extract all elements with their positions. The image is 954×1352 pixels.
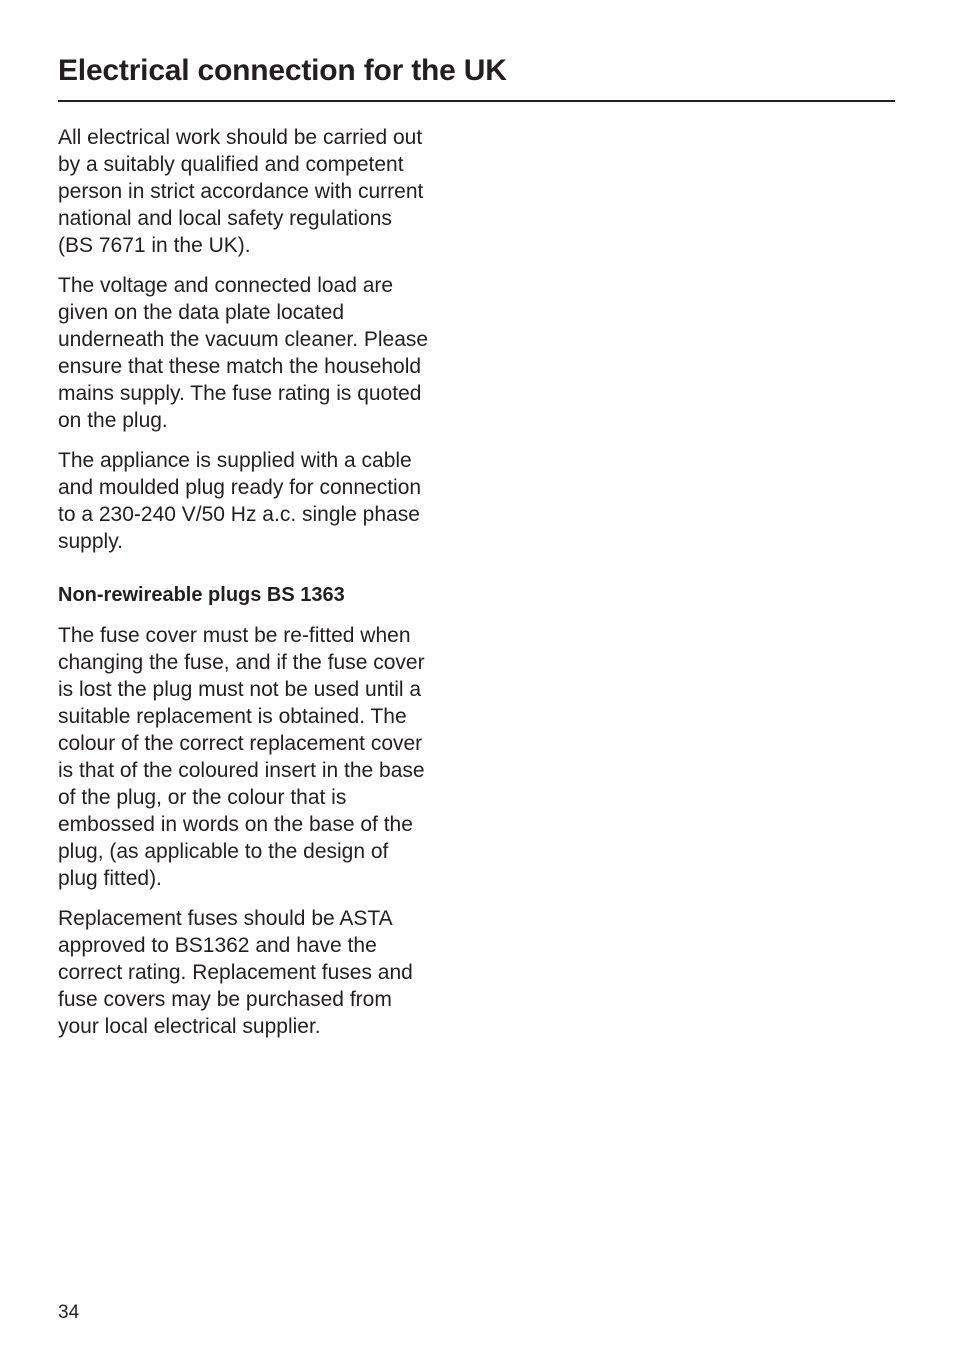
title-divider [58,100,895,102]
paragraph-supply-cable: The appliance is supplied with a cable and moulded plug ready for connection to a 230-240 V/50 Hz a.c. single phase supply. [58,449,422,553]
paragraph-voltage-load: The voltage and connected load are given on the data plate located underneath the vacuum cleaner. Please ensure that these match the household mains supply. The fuse rating is quoted on the plug. [58,274,429,432]
page-title: Electrical connection for the UK [58,54,507,87]
content-column [58,124,470,1053]
paragraph-fuse-cover: The fuse cover must be re-fitted when changing the fuse, and if the fuse cover is lost the plug must not be used until a suitable replacement is obtained. The colour of the correct replacement cover is that of the coloured insert in the base of the plug, or the colour that is embossed in words on the base of the plug, (as applicable to the design of plug fitted). [58,624,425,890]
paragraph-safety-regulations: All electrical work should be carried out by a suitably qualified and competent person in strict accordance with current national and local safety regulations (BS 7671 in the UK). [58,126,424,257]
paragraph-replacement-fuses: Replacement fuses should be ASTA approved to BS1362 and have the correct rating. Replacement fuses and fuse covers may be purchased from your local electrical supplier. [58,907,413,1038]
section-heading-non-rewireable-plugs: Non-rewireable plugs BS 1363 [58,584,345,606]
page-number: 34 [58,1302,80,1323]
